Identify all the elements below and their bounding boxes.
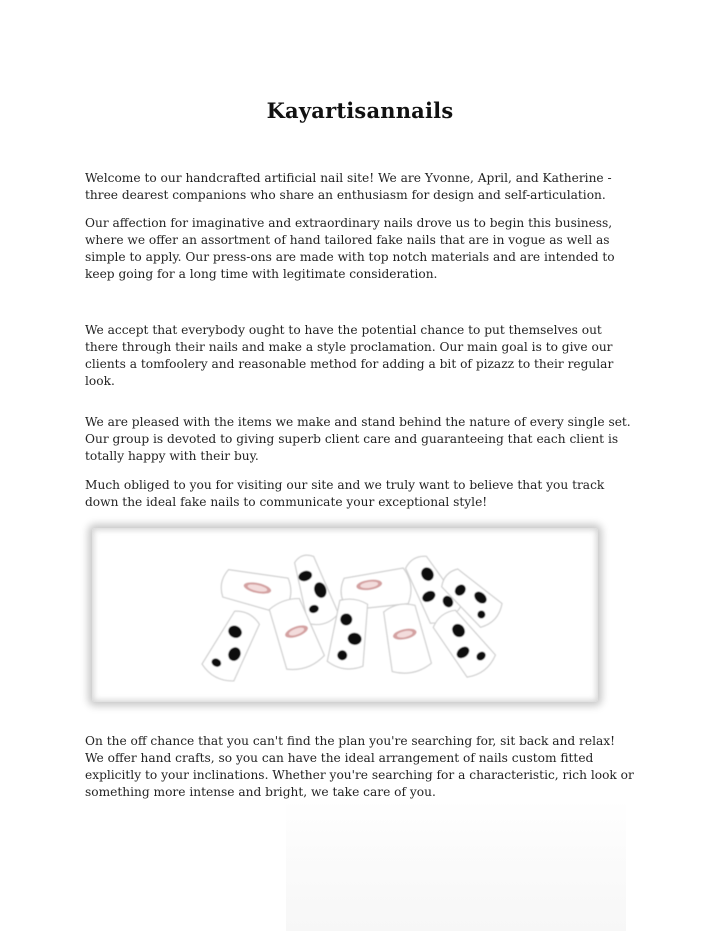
- paragraph-mission: We accept that everybody ought to have the potential chance to put themselves out there through their nails and make a style proclamation. Our main goal is to give our clients a tomfoolery and reasonable method for adding a bit of pizazz to their regular look.: [85, 323, 614, 388]
- paragraph-affection: Our affection for imaginative and extraordinary nails drove us to begin this business, where we offer an assortment of hand tailored fake nails that are in vogue as well as simple to apply. Our press-ons are made with top notch materials and are intended to keep going for a long time with legitimate consideration.: [85, 216, 615, 281]
- nails-product-image: [92, 528, 598, 702]
- paragraph-quality: We are pleased with the items we make and stand behind the nature of every single set. Our group is devoted to giving superb client care and guaranteeing that each client is totally happy with their buy.: [85, 415, 631, 463]
- cow-print-nails-icon: [92, 528, 598, 702]
- paragraph-welcome: Welcome to our handcrafted artificial nail site! We are Yvonne, April, and Katherine - three dearest companions who share an enthusiasm for design and self-articulation.: [85, 171, 612, 202]
- page-shading: [286, 800, 626, 931]
- paragraph-thanks: Much obliged to you for visiting our site and we truly want to believe that you track down the ideal fake nails to communicate your exceptional style!: [85, 478, 605, 509]
- paragraph-custom: On the off chance that you can't find the plan you're searching for, sit back and relax! We offer hand crafts, so you can have the ideal arrangement of nails custom fitted explicitly to your inclinations. Whether you're searching for a characteristic, rich look or something more intense and bright, we take care of you.: [85, 734, 634, 799]
- page-title: Kayartisannails: [266, 98, 454, 124]
